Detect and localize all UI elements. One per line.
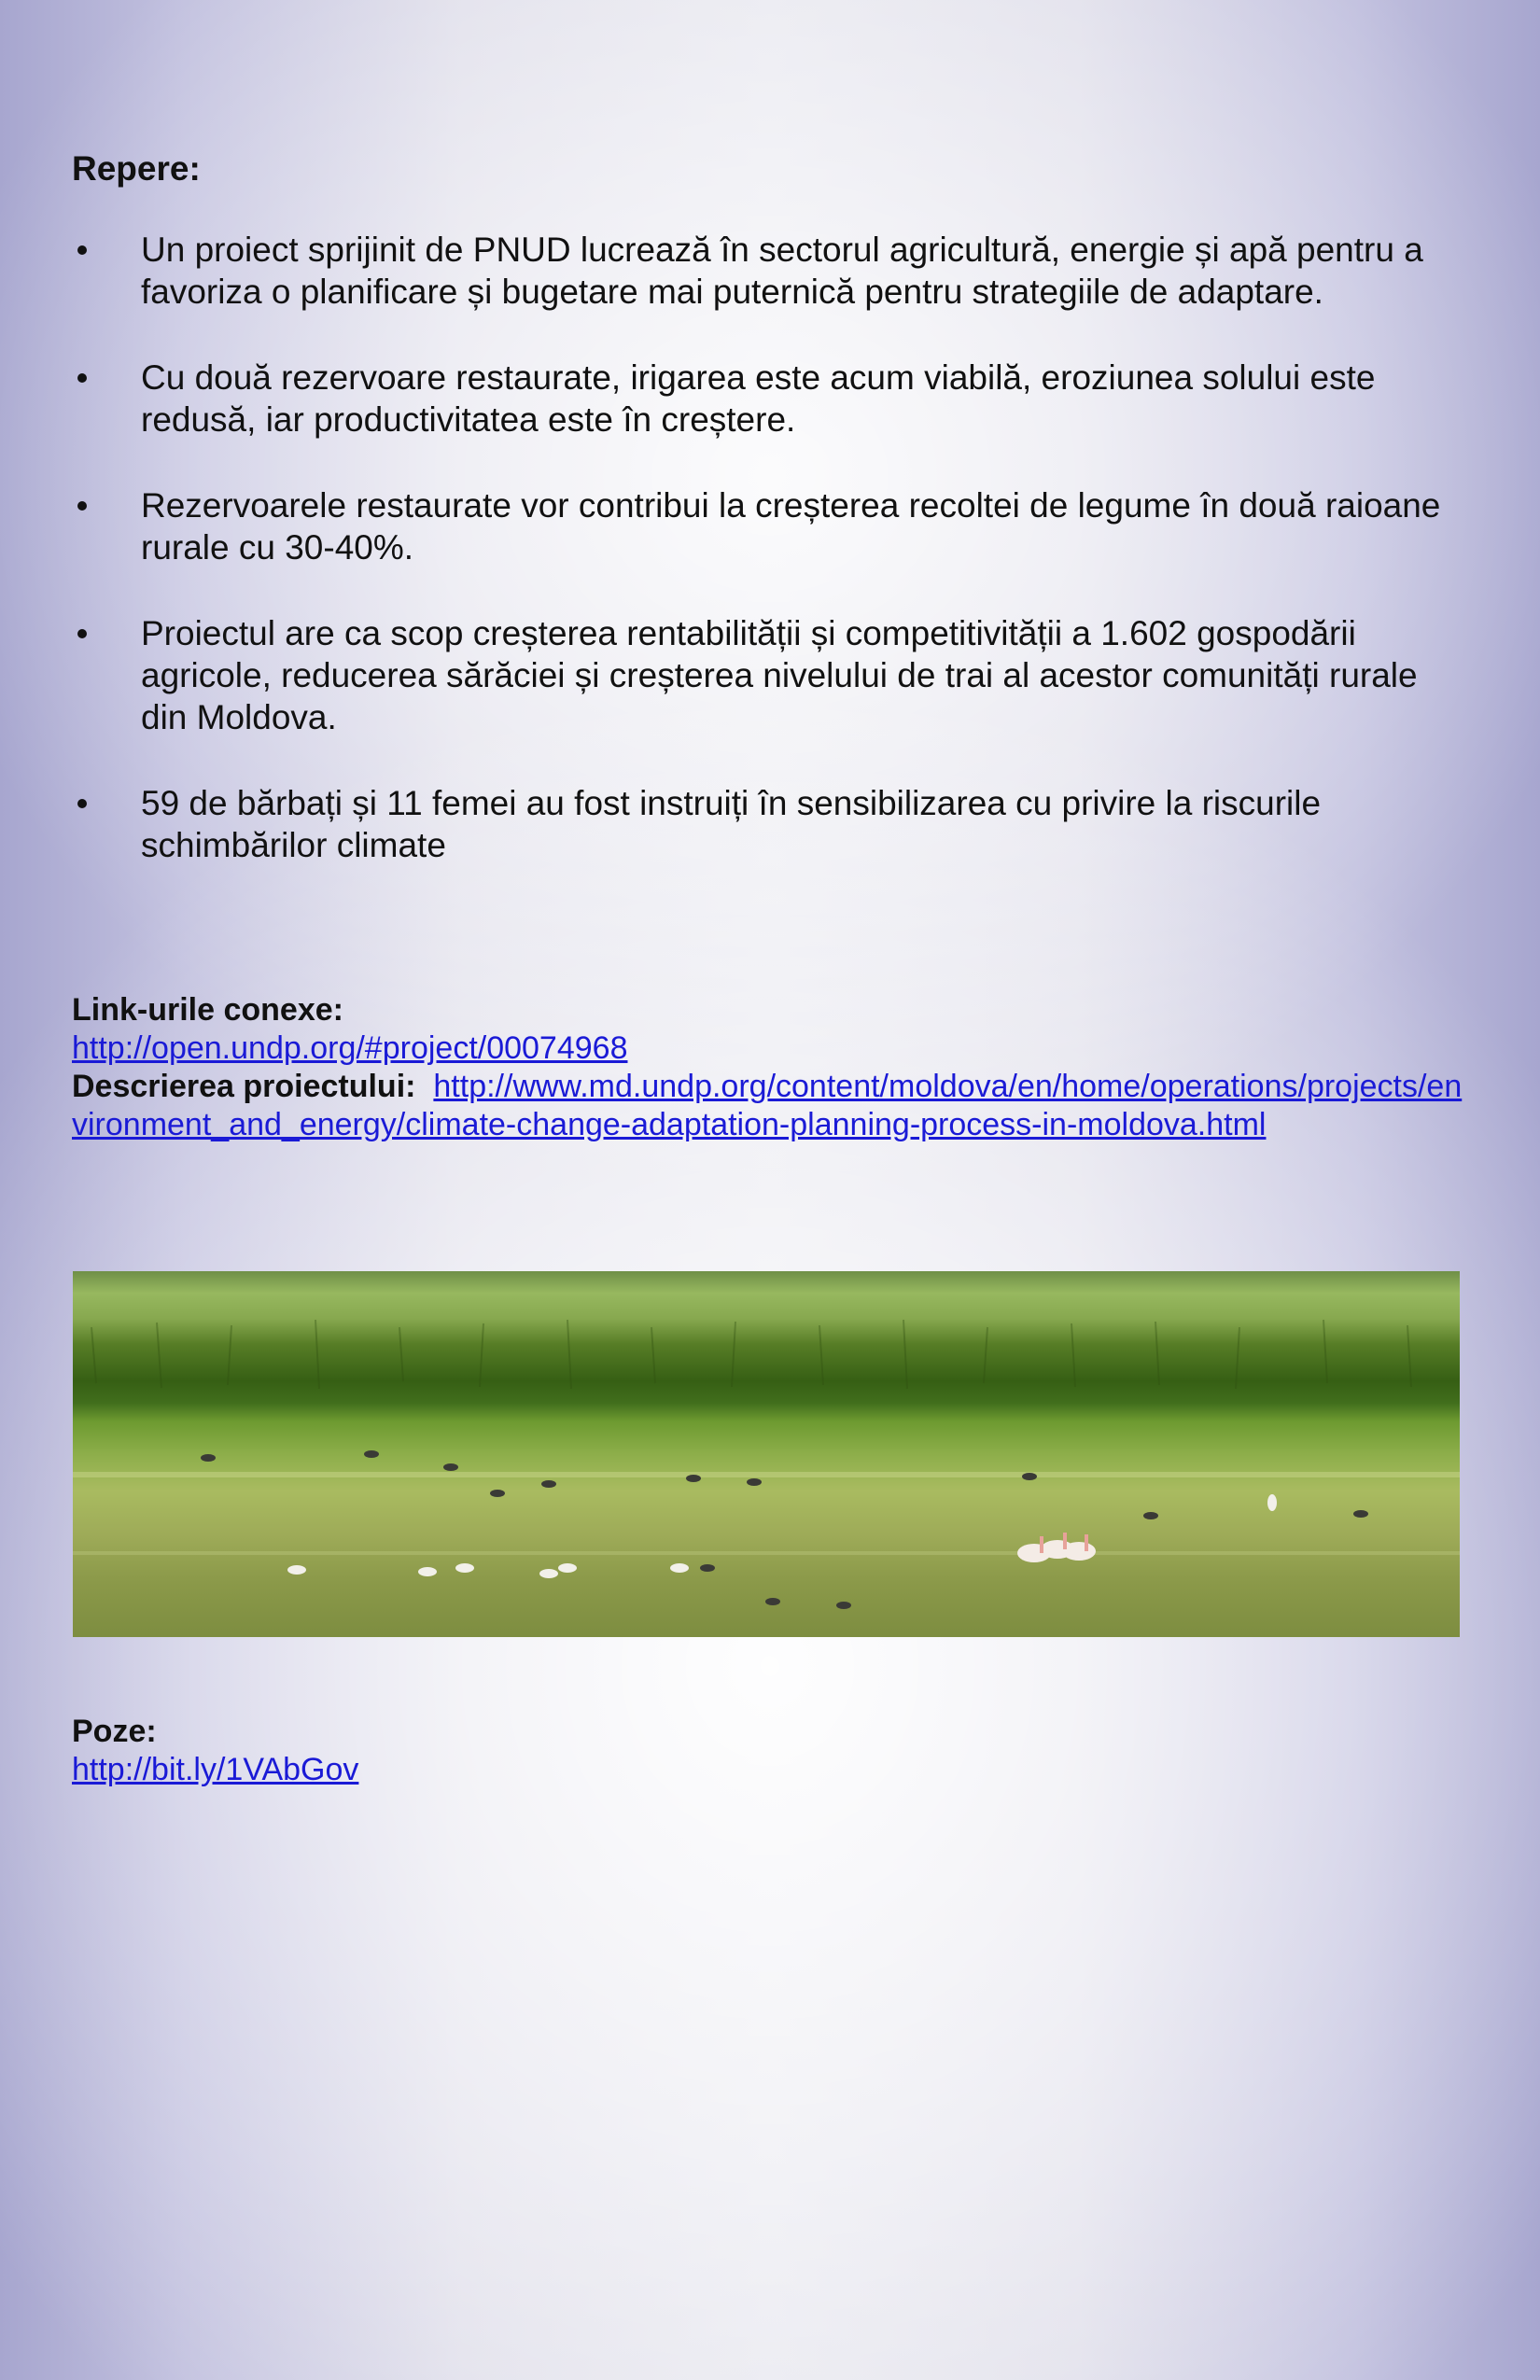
- bullet-text: 59 de bărbați și 11 femei au fost instruiți în sensibilizarea cu privire la riscurile schimbărilor climate: [141, 784, 1322, 864]
- bullet-icon: [77, 245, 87, 255]
- list-item: [72, 612, 1472, 738]
- description-link[interactable]: http://www.md.undp.org/content/moldova/en/home/operations/projects/environment_and_energy/climate-change-adaptation-planning-process-in-moldova.html: [72, 1069, 1463, 1142]
- wetland-photo: [73, 1271, 1460, 1637]
- repere-heading: Repere:: [72, 149, 201, 188]
- photos-link[interactable]: http://bit.ly/1VAbGov: [72, 1752, 359, 1787]
- list-item: [72, 357, 1472, 441]
- bullet-icon: [77, 629, 87, 638]
- repere-list: [72, 229, 1472, 910]
- list-item: [72, 229, 1472, 313]
- photos-heading: Poze:: [72, 1714, 157, 1749]
- bullet-icon: [77, 799, 87, 808]
- wetland-birds-illustration: [73, 1271, 1460, 1637]
- list-item: [72, 782, 1472, 866]
- related-links: [72, 991, 1472, 1144]
- bullet-text: Un proiect sprijinit de PNUD lucrează în sectorul agricultură, energie și apă pentru a favoriza o planificare și bugetare mai puternică pentru strategiile de adaptare.: [141, 231, 1423, 311]
- photos-section: [72, 1713, 358, 1789]
- description-label: Descrierea proiectului:: [72, 1069, 416, 1104]
- bullet-text: Proiectul are ca scop creșterea rentabilității și competitivității a 1.602 gospodării agricole, reducerea sărăciei și creșterea nivelului de trai al acestor comunități rurale din Moldova.: [141, 614, 1418, 736]
- bullet-icon: [77, 501, 87, 511]
- bullet-text: Cu două rezervoare restaurate, irigarea este acum viabilă, eroziunea solului este redusă, iar productivitatea este în creștere.: [141, 358, 1376, 439]
- links-heading: Link-urile conexe:: [72, 992, 343, 1028]
- project-link[interactable]: http://open.undp.org/#project/00074968: [72, 1030, 628, 1066]
- bullet-icon: [77, 373, 87, 383]
- bullet-text: Rezervoarele restaurate vor contribui la creșterea recoltei de legume în două raioane rurale cu 30-40%.: [141, 486, 1441, 567]
- list-item: [72, 484, 1472, 568]
